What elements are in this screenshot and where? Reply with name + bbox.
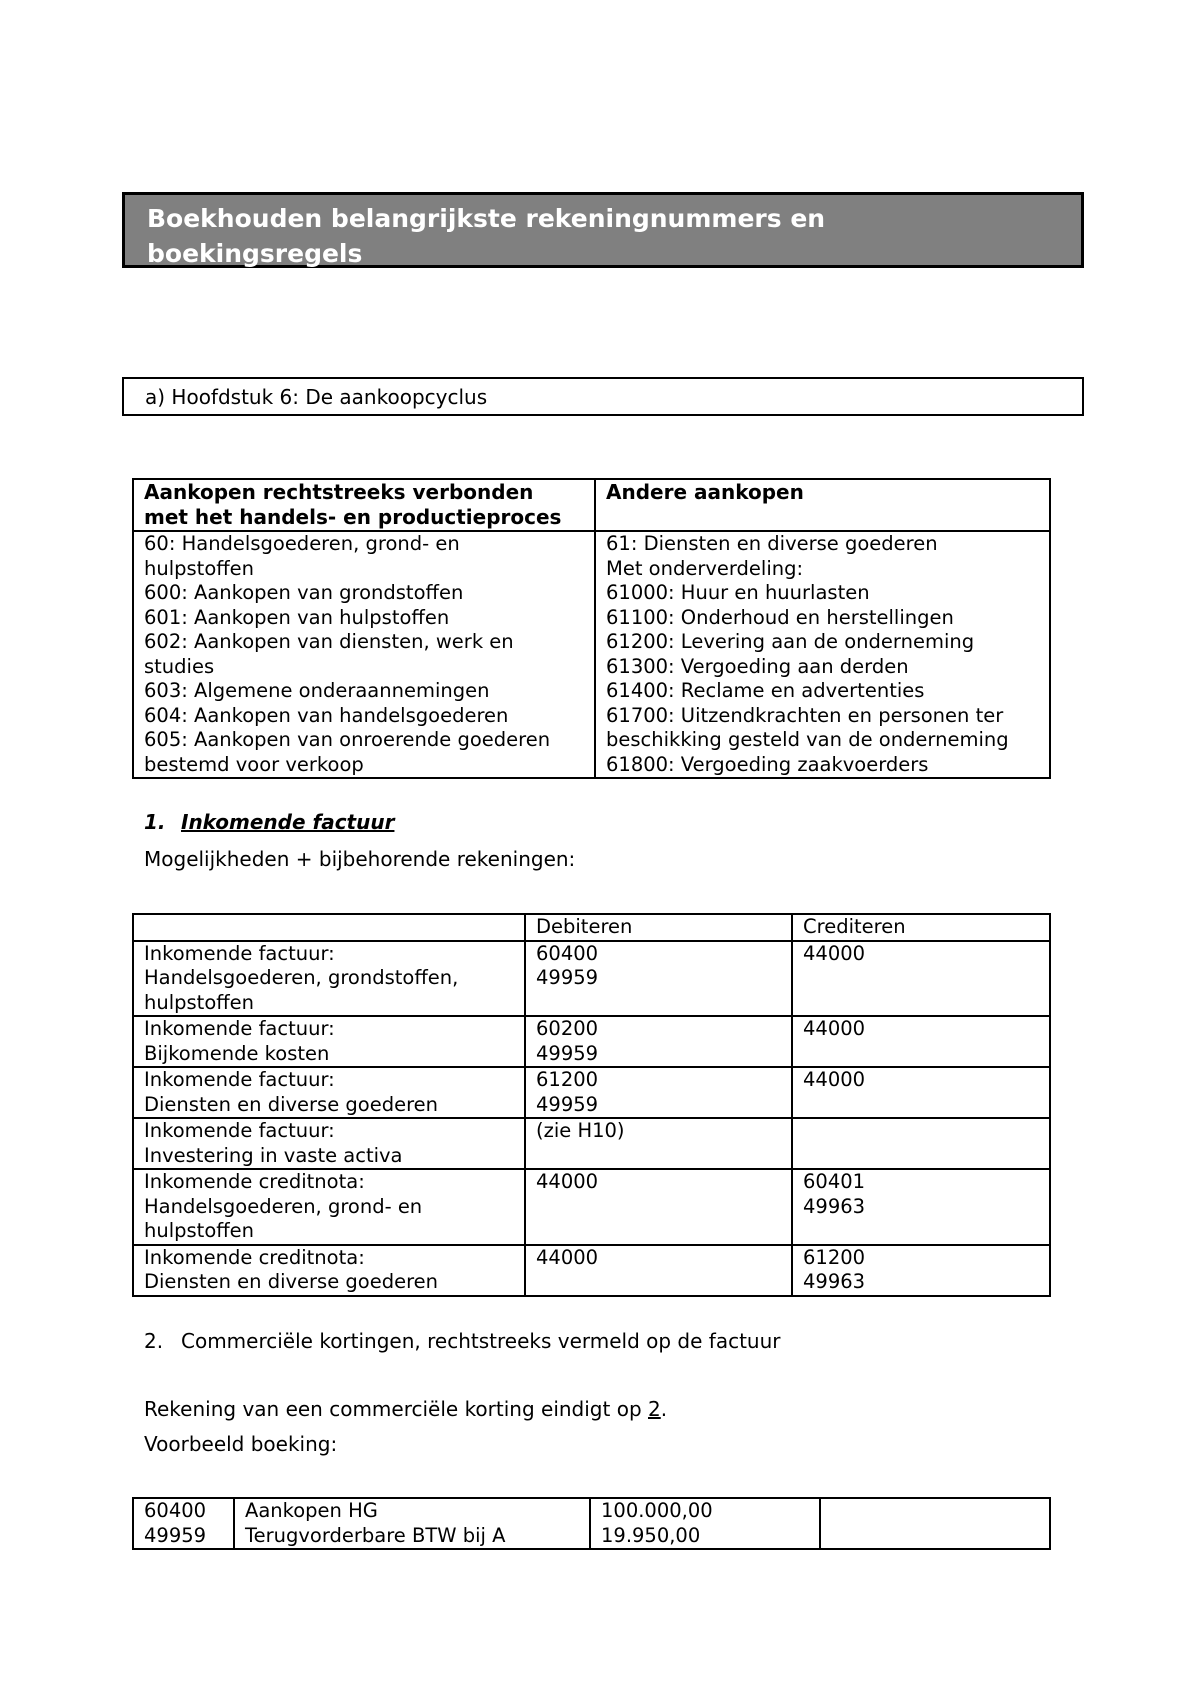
table-row — [133, 941, 1050, 1017]
booking-table — [132, 913, 1051, 1297]
table-row — [133, 1067, 1050, 1118]
table-row — [133, 1118, 1050, 1169]
account-line: 60: Handelsgoederen, grond- en — [144, 532, 460, 555]
desc-line: Inkomende creditnota: — [144, 1170, 365, 1193]
table-header-row — [133, 914, 1050, 941]
account-line: 604: Aankopen van handelsgoederen — [144, 703, 509, 727]
title-line-1: Boekhouden belangrijkste rekeningnummers en — [147, 204, 826, 233]
debit-value: 44000 — [536, 1245, 599, 1269]
desc-cell — [133, 941, 525, 1017]
debit-value: 49959 — [536, 966, 599, 989]
credit-cell — [792, 1118, 1050, 1169]
desc-line: Bijkomende kosten — [144, 1041, 330, 1065]
section-1-heading — [144, 810, 394, 834]
debit-cell — [525, 1067, 792, 1118]
credit-cell — [792, 941, 1050, 1017]
right-header-cell — [595, 479, 1050, 531]
document-title — [122, 192, 1084, 268]
credit-value: 44000 — [803, 1068, 866, 1091]
debit-value: 49959 — [536, 1041, 599, 1065]
desc-line: Inkomende factuur: — [144, 941, 335, 965]
account-line: hulpstoffen — [144, 556, 255, 580]
chapter-heading: a) Hoofdstuk 6: De aankoopcyclus — [122, 377, 1084, 416]
account-line: 601: Aankopen van hulpstoffen — [144, 605, 450, 629]
account-name: Aankopen HG — [245, 1499, 378, 1522]
amount-value: 19.950,00 — [601, 1523, 701, 1547]
debit-cell — [525, 1118, 792, 1169]
credit-value: 61200 — [803, 1245, 866, 1269]
section-1-title: Inkomende factuur — [181, 810, 395, 834]
desc-cell — [133, 1169, 525, 1245]
account-line: 603: Algemene onderaannemingen — [144, 679, 490, 702]
desc-line: Inkomende factuur: — [144, 1017, 335, 1040]
debit-value: 61200 — [536, 1068, 599, 1091]
table-row — [133, 1498, 1050, 1549]
code-cell — [133, 1498, 234, 1549]
desc-line: Inkomende creditnota: — [144, 1245, 365, 1269]
desc-line: hulpstoffen — [144, 990, 255, 1014]
header-cell: Crediteren — [792, 914, 1050, 941]
desc-line: Inkomende factuur: — [144, 1119, 335, 1142]
section-1-intro: Mogelijkheden + bijbehorende rekeningen: — [144, 847, 576, 871]
amount-value: 100.000,00 — [601, 1499, 713, 1522]
left-header-line: Aankopen rechtstreeks verbonden — [144, 480, 534, 504]
account-line: 61700: Uitzendkrachten en personen ter — [606, 703, 1004, 727]
debit-value: 44000 — [536, 1170, 599, 1193]
account-line: 600: Aankopen van grondstoffen — [144, 581, 464, 604]
empty-cell — [820, 1498, 1050, 1549]
account-line: 61300: Vergoeding aan derden — [606, 654, 909, 678]
discount-rule-after: . — [660, 1397, 668, 1421]
desc-cell — [133, 1245, 525, 1296]
account-name: Terugvorderbare BTW bij A — [245, 1523, 506, 1547]
right-accounts-cell — [595, 531, 1050, 778]
discount-rule-before: Rekening van een commerciële korting eindigt op — [144, 1397, 648, 1421]
left-accounts-cell — [133, 531, 595, 778]
left-header-line: met het handels- en productieproces — [144, 505, 562, 529]
header-cell: Debiteren — [525, 914, 792, 941]
account-line: 61: Diensten en diverse goederen — [606, 532, 938, 555]
desc-cell — [133, 1067, 525, 1118]
credit-value: 49963 — [803, 1270, 866, 1293]
credit-value: 49963 — [803, 1194, 866, 1218]
table-row — [133, 1245, 1050, 1296]
account-line: 602: Aankopen van diensten, werk en — [144, 630, 514, 653]
section-2-heading — [144, 1327, 781, 1355]
desc-line: Diensten en diverse goederen — [144, 1270, 439, 1293]
credit-cell — [792, 1067, 1050, 1118]
account-code: 60400 — [144, 1499, 207, 1522]
example-booking-table — [132, 1497, 1051, 1550]
desc-line: Investering in vaste activa — [144, 1143, 403, 1167]
credit-value: 44000 — [803, 1017, 866, 1040]
desc-line: hulpstoffen — [144, 1219, 255, 1242]
credit-cell — [792, 1245, 1050, 1296]
desc-line: Diensten en diverse goederen — [144, 1092, 439, 1116]
header-cell — [133, 914, 525, 941]
section-1-number: 1. — [144, 810, 166, 834]
desc-line: Handelsgoederen, grondstoffen, — [144, 966, 459, 989]
debit-value: (zie H10) — [536, 1119, 625, 1142]
example-label: Voorbeeld boeking: — [144, 1432, 338, 1456]
account-line: beschikking gesteld van de onderneming — [606, 728, 1009, 751]
credit-value: 60401 — [803, 1170, 866, 1193]
account-code: 49959 — [144, 1523, 207, 1547]
account-line: Met onderverdeling: — [606, 556, 804, 580]
debit-value: 60400 — [536, 941, 599, 965]
account-line: 61000: Huur en huurlasten — [606, 581, 870, 604]
account-line: 61200: Levering aan de onderneming — [606, 630, 975, 653]
debit-cell — [525, 1016, 792, 1067]
desc-line: Inkomende factuur: — [144, 1068, 335, 1091]
credit-cell — [792, 1169, 1050, 1245]
desc-cell — [133, 1016, 525, 1067]
debit-cell — [525, 941, 792, 1017]
title-line-2: boekingsregels — [147, 239, 363, 268]
credit-value: 44000 — [803, 941, 866, 965]
discount-rule-digit: 2 — [648, 1397, 661, 1421]
account-line: 605: Aankopen van onroerende goederen — [144, 728, 551, 751]
account-line: bestemd voor verkoop — [144, 752, 364, 776]
amount-cell — [590, 1498, 820, 1549]
table-row — [133, 1016, 1050, 1067]
account-line: 61100: Onderhoud en herstellingen — [606, 605, 954, 629]
account-line: 61800: Vergoeding zaakvoerders — [606, 752, 929, 776]
table-row — [133, 1169, 1050, 1245]
desc-cell — [133, 1118, 525, 1169]
discount-rule-text — [144, 1395, 667, 1423]
name-cell — [234, 1498, 590, 1549]
section-2-title: Commerciële kortingen, rechtstreeks vermeld op de factuur — [181, 1329, 781, 1353]
debit-cell — [525, 1245, 792, 1296]
account-line: 61400: Reclame en advertenties — [606, 679, 925, 702]
section-2-number: 2. — [144, 1329, 164, 1353]
credit-cell — [792, 1016, 1050, 1067]
account-line: studies — [144, 654, 215, 678]
debit-value: 60200 — [536, 1017, 599, 1040]
left-header-cell — [133, 479, 595, 531]
debit-value: 49959 — [536, 1092, 599, 1116]
desc-line: Handelsgoederen, grond- en — [144, 1194, 423, 1218]
purchases-table — [132, 478, 1051, 779]
right-header-line: Andere aankopen — [606, 480, 804, 504]
debit-cell — [525, 1169, 792, 1245]
